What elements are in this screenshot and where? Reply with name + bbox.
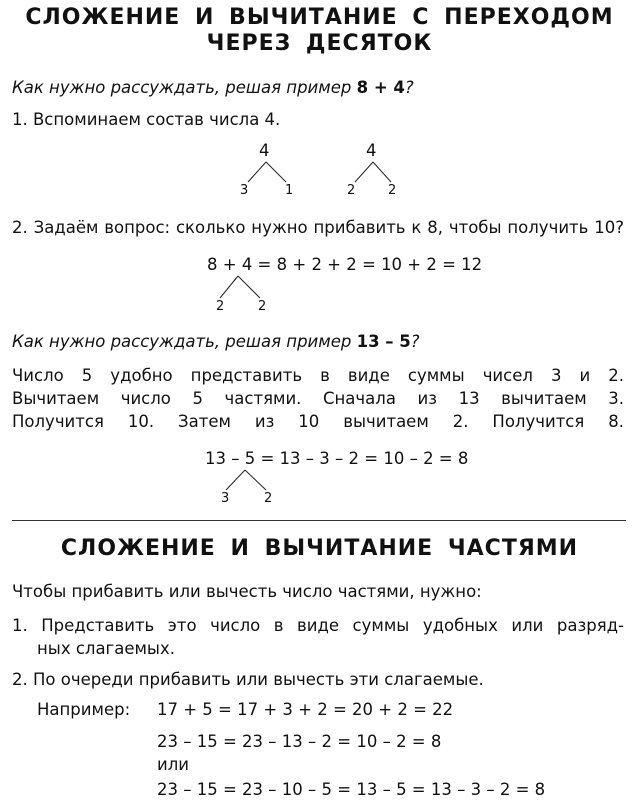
question-2 <box>12 330 420 354</box>
step-2: 2. Задаём вопрос: сколько нужно прибавить к 8, чтобы получить 10? <box>12 218 624 237</box>
example-or: или <box>157 755 189 774</box>
section-title-2: СЛОЖЕНИЕ И ВЫЧИТАНИЕ ЧАСТЯМИ <box>60 536 579 561</box>
tree-1-left: 3 <box>240 183 249 198</box>
question-2-mark: ? <box>410 332 420 351</box>
paragraph-line-3: Получится 10. Затем из 10 вычитаем 2. Получится 8. <box>12 412 624 431</box>
equation-2: 13 – 5 = 13 – 3 – 2 = 10 – 2 = 8 <box>205 449 469 468</box>
tree-2-right: 2 <box>388 183 397 198</box>
equation-1-branches <box>212 274 272 300</box>
paragraph-line-2: Вычитаем число 5 частями. Сначала из 13 вычитаем 3. <box>12 389 624 408</box>
example-label: Например: <box>37 700 131 719</box>
question-1-mark: ? <box>404 78 414 97</box>
question-2-text: Как нужно рассуждать, решая пример <box>12 332 357 351</box>
question-2-expression: 13 – 5 <box>356 332 411 351</box>
question-1-expression: 8 + 4 <box>356 78 405 97</box>
rule-1-line-1: 1. Представить это число в виде суммы удобных или разряд- <box>12 616 624 635</box>
example-2: 23 – 15 = 23 – 13 – 2 = 10 – 2 = 8 <box>157 732 442 751</box>
example-3: 23 – 15 = 23 – 10 – 5 = 13 – 5 = 13 – 3 – 2 = 8 <box>157 780 546 799</box>
equation-2-branches <box>218 468 278 492</box>
paragraph-line-1: Число 5 удобно представить в виде суммы чисел 3 и 2. <box>12 366 624 385</box>
tree-2-branches <box>346 160 406 184</box>
tree-1-right: 1 <box>285 183 294 198</box>
section-title-1-line-1: СЛОЖЕНИЕ И ВЫЧИТАНИЕ С ПЕРЕХОДОМ <box>25 5 614 30</box>
equation-1: 8 + 4 = 8 + 2 + 2 = 10 + 2 = 12 <box>207 255 483 274</box>
equation-1-split-left: 2 <box>216 299 225 314</box>
equation-1-split-right: 2 <box>258 299 267 314</box>
step-1: 1. Вспоминаем состав числа 4. <box>12 110 281 129</box>
question-1 <box>12 76 414 100</box>
rule-1-line-2: ных слагаемых. <box>37 639 175 658</box>
intro-text: Чтобы прибавить или вычесть число частями, нужно: <box>12 582 482 601</box>
rule-2: 2. По очереди прибавить или вычесть эти слагаемые. <box>12 670 484 689</box>
equation-2-split-left: 3 <box>221 491 230 506</box>
section-title-1-line-2: ЧЕРЕЗ ДЕСЯТОК <box>206 31 433 56</box>
example-1: 17 + 5 = 17 + 3 + 2 = 20 + 2 = 22 <box>157 700 454 719</box>
tree-2-left: 2 <box>347 183 356 198</box>
question-1-text: Как нужно рассуждать, решая пример <box>12 78 357 97</box>
tree-1-top: 4 <box>259 141 270 160</box>
tree-2-top: 4 <box>366 141 377 160</box>
tree-1-branches <box>240 160 300 184</box>
section-divider <box>12 520 626 521</box>
equation-2-split-right: 2 <box>264 491 273 506</box>
